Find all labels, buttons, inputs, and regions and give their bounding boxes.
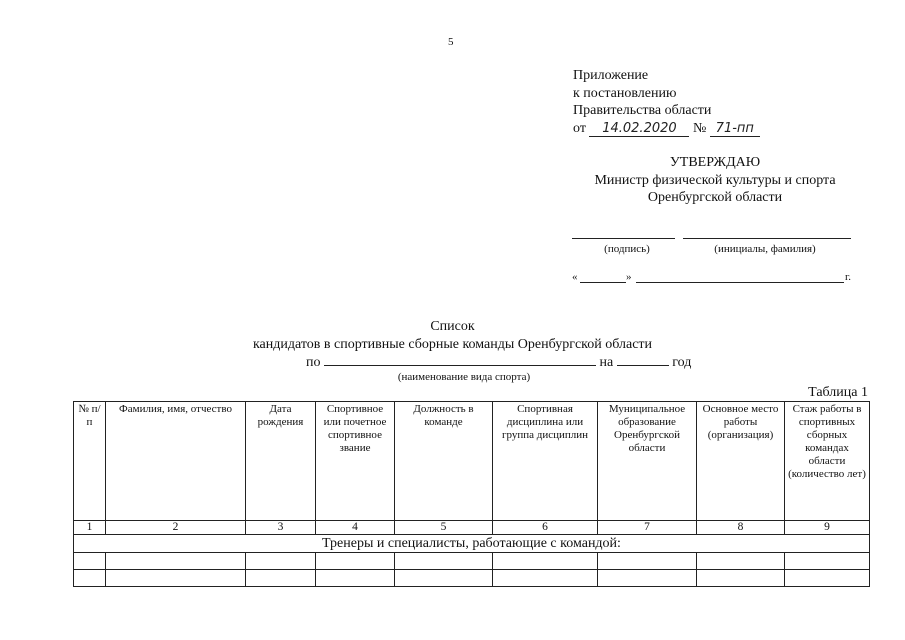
column-number: 4 [316,521,395,535]
table-cell[interactable] [316,570,395,587]
handwritten-number: 71-пп [710,122,760,137]
table-cell[interactable] [106,553,246,570]
header-cell: Спортивная дисциплина или группа дисциплин [493,402,598,521]
day-blank [580,282,626,283]
header-cell: Спортивное или почетное спортивное звание [316,402,395,521]
list-subtitle: кандидатов в спортивные сборные команды Оренбургской области [252,337,653,352]
table-row [74,570,870,587]
column-number: 8 [697,521,785,535]
appendix-block [573,67,760,137]
year-blank [617,353,669,366]
name-caption: (инициалы, фамилия) [714,243,816,255]
column-number-row [74,521,870,535]
approval-block [560,154,870,207]
table-cell[interactable] [493,553,598,570]
handwritten-date: 14.02.2020 [589,122,689,137]
header-cell: Должность в команде [395,402,493,521]
approver-position-line-2: Оренбургской области [647,190,783,205]
year-label: год [672,355,692,370]
for-label: на [599,355,614,370]
table-cell[interactable] [785,570,870,587]
sport-year-line [306,353,691,371]
header-cell: № п/п [74,402,106,521]
table-cell[interactable] [395,570,493,587]
header-cell: Фамилия, имя, отчество [106,402,246,521]
column-number: 5 [395,521,493,535]
column-number: 1 [74,521,106,535]
open-quote: « [572,271,578,283]
header-cell: Муниципальное образование Оренбургской области [598,402,697,521]
appendix-line-2: к постановлению [573,85,677,101]
table-cell[interactable] [697,553,785,570]
approver-position-line-1: Министр физической культуры и спорта [594,172,836,188]
page-number: 5 [448,36,454,48]
signature-line [572,238,675,239]
list-title: Список [430,319,475,334]
approve-title: УТВЕРЖДАЮ [669,155,761,170]
number-label: № [692,120,707,136]
table-cell[interactable] [598,570,697,587]
year-suffix: г. [845,271,852,283]
table-row [74,553,870,570]
column-number: 2 [106,521,246,535]
section-row [74,535,870,553]
table-cell[interactable] [74,553,106,570]
table-cell[interactable] [74,570,106,587]
signature-caption: (подпись) [604,243,650,255]
sport-blank [324,353,596,366]
table-cell[interactable] [697,570,785,587]
name-line [683,238,851,239]
table-cell[interactable] [598,553,697,570]
column-number: 7 [598,521,697,535]
month-year-blank [636,282,844,283]
close-quote: » [626,271,632,283]
section-title: Тренеры и специалисты, работающие с командой: [74,535,870,553]
table-cell[interactable] [106,570,246,587]
header-cell: Основное место работы (организация) [697,402,785,521]
table-cell[interactable] [246,570,316,587]
table-cell[interactable] [395,553,493,570]
column-number: 9 [785,521,870,535]
sport-caption: (наименование вида спорта) [397,371,531,383]
header-cell: Стаж работы в спортивных сборных командах области (количество лет) [785,402,870,521]
table-cell[interactable] [246,553,316,570]
table-cell[interactable] [493,570,598,587]
from-label: от [573,120,586,136]
column-number: 6 [493,521,598,535]
appendix-date-line [573,120,760,138]
header-cell: Дата рождения [246,402,316,521]
table-cell[interactable] [785,553,870,570]
table-cell[interactable] [316,553,395,570]
approval-date-line [572,271,857,285]
table-header-row [74,402,870,521]
column-number: 3 [246,521,316,535]
table-caption: Таблица 1 [808,385,868,400]
appendix-line-1: Приложение [573,68,649,83]
by-label: по [306,355,321,370]
candidates-table [73,401,870,587]
appendix-line-3: Правительства области [573,103,712,118]
